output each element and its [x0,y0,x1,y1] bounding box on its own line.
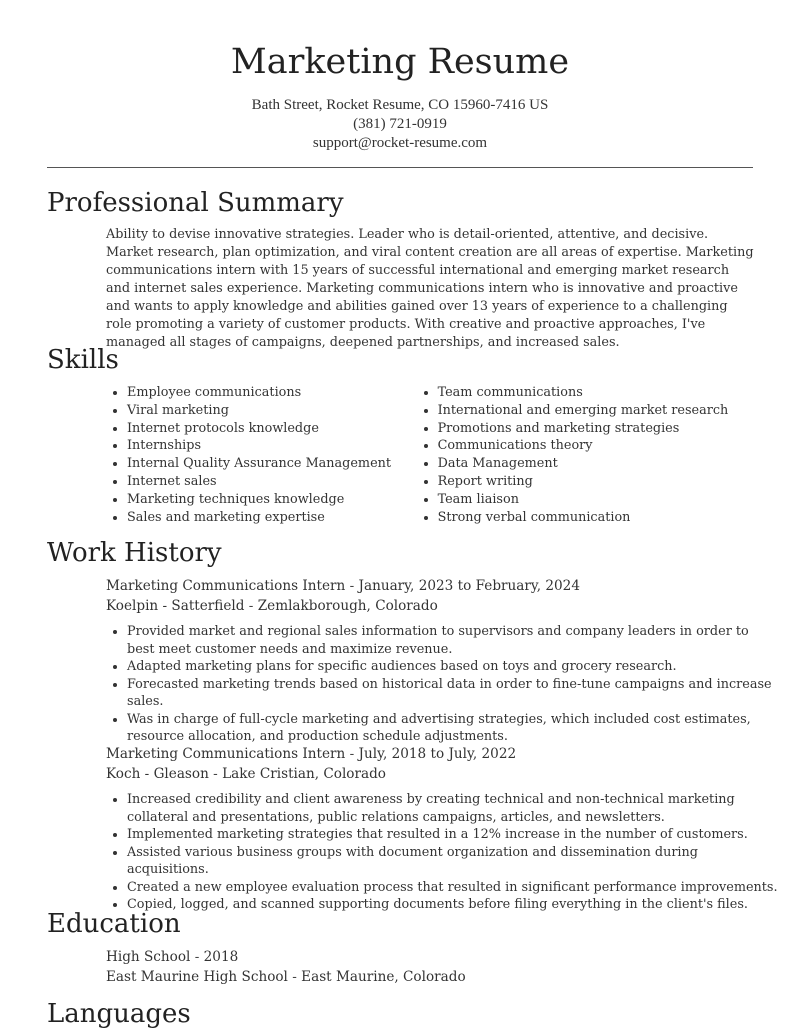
skill-item: • Strong verbal communication [438,509,768,527]
skills-list [108,384,768,526]
contact-phone: (381) 721-0919 [353,116,447,132]
skill-item: • Internet protocols knowledge [127,420,419,438]
contact-info [0,96,800,153]
section-title-languages: Languages [47,999,191,1029]
job-bullet: • Was in charge of full-cycle marketing and advertising strategies, which included cost estimates, resource allocation, and production schedule adjustments. [127,711,779,746]
job-company: Koch - Gleason [106,766,209,782]
job-dates: January, 2023 to February, 2024 [358,578,580,594]
job-bullet: • Increased credibility and client awareness by creating technical and non-technical marketing collateral and presentations, public relations campaigns, articles, and newsletters. [127,791,779,826]
skills-column-right [419,384,768,526]
education-location: East Maurine, Colorado [301,969,466,985]
job-bullet: • Forecasted marketing trends based on historical data in order to fine-tune campaigns and increase sales. [127,676,779,711]
skill-item: • International and emerging market research [438,402,768,420]
job-company-line: Koch - Gleason - Lake Cristian, Colorado [106,766,386,782]
resume-name: Marketing Resume [230,42,570,82]
job-bullet: • Implemented marketing strategies that resulted in a 12% increase in the number of customers. [127,826,779,844]
education-degree-line: High School - 2018 [106,949,239,965]
education-year: 2018 [203,949,239,965]
job-entry-2-bullets [108,791,779,914]
skill-item: • Viral marketing [127,402,419,420]
contact-address: Bath Street, Rocket Resume, CO 15960-7416 US [251,97,549,113]
job-company-line: Koelpin - Satterfield - Zemlakborough, Colorado [106,598,438,614]
skill-item: • Communications theory [438,437,768,455]
job-role-line: Marketing Communications Intern - January, 2023 to February, 2024 [106,578,580,594]
job-role: Marketing Communications Intern [106,578,346,594]
skill-item: • Internet sales [127,473,419,491]
header-divider [47,167,753,168]
job-entry-1-header [106,576,580,616]
section-title-education: Education [47,909,181,939]
job-bullet: • Assisted various business groups with document organization and dissemination during acquisitions. [127,844,779,879]
job-dates: July, 2018 to July, 2022 [358,746,517,762]
education-school: East Maurine High School [106,969,288,985]
skill-item: • Internships [127,437,419,455]
skill-item: • Employee communications [127,384,419,402]
section-title-work-history: Work History [47,538,222,568]
section-title-skills: Skills [47,345,119,375]
job-role-line: Marketing Communications Intern - July, 2018 to July, 2022 [106,746,517,762]
job-location: Lake Cristian, Colorado [222,766,386,782]
skill-item: • Data Management [438,455,768,473]
skills-column-left [108,384,419,526]
job-bullet: • Adapted marketing plans for specific audiences based on toys and grocery research. [127,658,779,676]
skill-item: • Sales and marketing expertise [127,509,419,527]
skill-item: • Team liaison [438,491,768,509]
skill-item: • Report writing [438,473,768,491]
job-role: Marketing Communications Intern [106,746,346,762]
job-bullet: • Created a new employee evaluation process that resulted in significant performance improvements. [127,879,779,897]
contact-email: support@rocket-resume.com [312,135,488,151]
skill-item: • Promotions and marketing strategies [438,420,768,438]
job-bullet: • Copied, logged, and scanned supporting documents before filing everything in the client's files. [127,896,779,914]
job-location: Zemlakborough, Colorado [257,598,438,614]
job-entry-2-header [106,744,516,784]
education-entry [106,947,466,987]
skill-item: • Marketing techniques knowledge [127,491,419,509]
job-company: Koelpin - Satterfield [106,598,245,614]
education-school-line: East Maurine High School - East Maurine, Colorado [106,969,466,985]
summary-text: Ability to devise innovative strategies. Leader who is detail-oriented, attentive, and decisive. Market research, plan optimization, and viral content creation are all areas of expertise. Marketing communications intern with 15 years of successful international and emerging market research and internet sales experience. Marketing communications intern who is innovative and proactive and wants to apply knowledge and abilities gained over 13 years of experience to a challenging role promoting a variety of customer products. With creative and proactive approaches, I've managed all stages of campaigns, deepened partnerships, and increased sales. [106,227,754,350]
education-degree: High School [106,949,191,965]
skill-item: • Team communications [438,384,768,402]
job-entry-1-bullets [108,623,779,746]
section-title-summary: Professional Summary [47,188,344,218]
job-bullet: • Provided market and regional sales information to supervisors and company leaders in order to best meet customer needs and maximize revenue. [127,623,779,658]
skill-item: • Internal Quality Assurance Management [127,455,419,473]
resume-header [0,40,800,153]
